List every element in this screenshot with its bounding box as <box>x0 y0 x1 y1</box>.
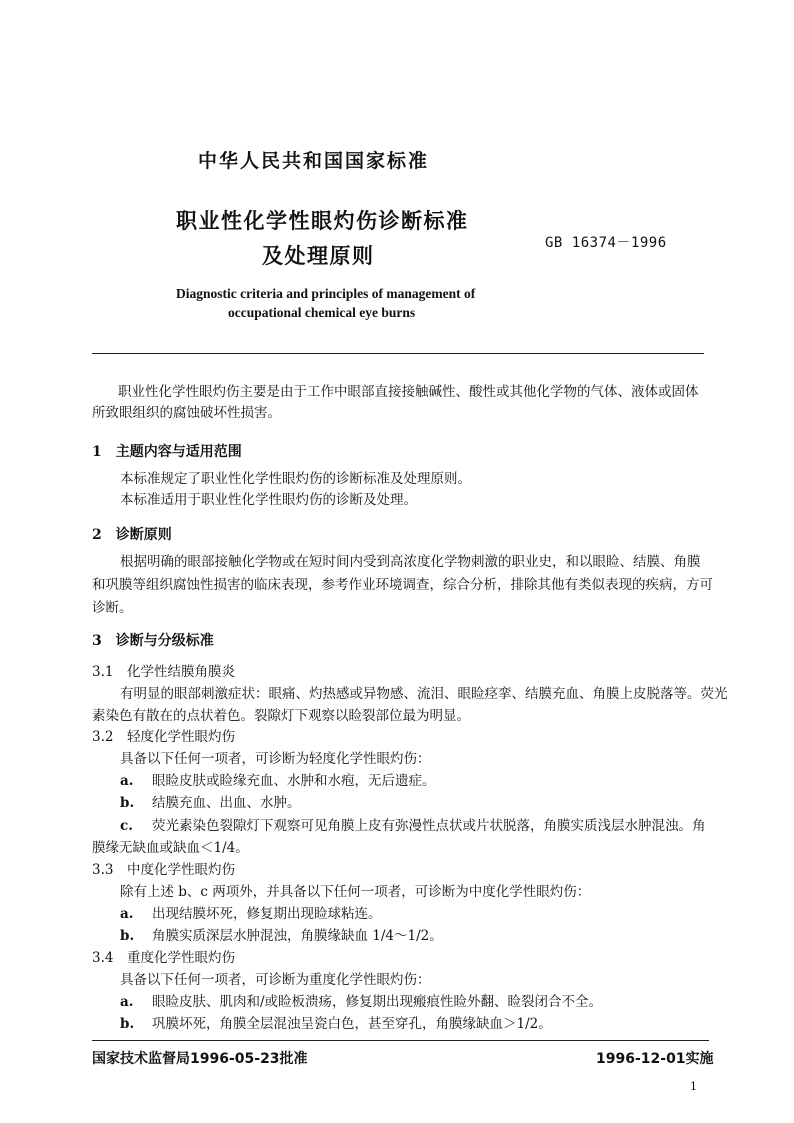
list-item-label: b. <box>120 1016 135 1032</box>
section-1-heading: 1 主题内容与适用范围 <box>92 444 242 460</box>
section-3-1-line1: 有明显的眼部刺激症状：眼痛、灼热感或异物感、流泪、眼睑痉挛、结膜充血、角膜上皮脱落等。荧光 <box>120 686 728 702</box>
national-standard-label: 中华人民共和国国家标准 <box>198 150 430 172</box>
document-title-line2: 及处理原则 <box>262 244 375 268</box>
list-item-text: 结膜充血、出血、水肿。 <box>152 795 301 811</box>
list-item-label: b. <box>120 795 135 811</box>
section-3-4-lead: 具备以下任何一项者，可诊断为重度化学性眼灼伤： <box>120 972 431 988</box>
list-item-text: 眼睑皮肤、肌肉和/或睑板溃疡，修复期出现瘢痕性睑外翻、睑裂闭合不全。 <box>152 994 603 1010</box>
section-3-heading: 3 诊断与分级标准 <box>92 633 214 649</box>
section-2-heading: 2 诊断原则 <box>92 527 172 543</box>
list-item-continuation: 膜缘无缺血或缺血＜1/4。 <box>92 840 249 856</box>
section-3-4-heading: 3.4 重度化学性眼灼伤 <box>92 950 235 966</box>
list-item-label: a. <box>120 906 134 922</box>
list-item-text: 眼睑皮肤或睑缘充血、水肿和水疱，无后遗症。 <box>152 773 436 789</box>
section-1-line2: 本标准适用于职业性化学性眼灼伤的诊断及处理。 <box>120 492 417 508</box>
intro-line1: 职业性化学性眼灼伤主要是由于工作中眼部直接接触碱性、酸性或其他化学物的气体、液体或固体 <box>118 384 699 400</box>
section-3-3-lead: 除有上述 b、c 两项外，并具备以下任何一项者，可诊断为中度化学性眼灼伤： <box>120 884 591 900</box>
section-1-line1: 本标准规定了职业性化学性眼灼伤的诊断标准及处理原则。 <box>120 471 471 487</box>
section-3-1-line2: 素染色有散在的点状着色。裂隙灯下观察以睑裂部位最为明显。 <box>92 708 470 724</box>
document-title-line1: 职业性化学性眼灼伤诊断标准 <box>176 209 469 233</box>
list-item-text: 角膜实质深层水肿混浊，角膜缘缺血 1/4～1/2。 <box>152 928 443 944</box>
list-item-text: 荧光素染色裂隙灯下观察可见角膜上皮有弥漫性点状或片状脱落，角膜实质浅层水肿混浊。角 <box>152 818 706 834</box>
english-title-line2: occupational chemical eye burns <box>228 305 416 320</box>
list-item-label: b. <box>120 928 135 944</box>
footer-divider <box>92 1040 709 1041</box>
english-title-line1: Diagnostic criteria and principles of management of <box>176 286 476 301</box>
section-2-line1: 根据明确的眼部接触化学物或在短时间内受到高浓度化学物刺激的职业史，和以眼睑、结膜、角膜 <box>120 554 701 570</box>
intro-line2: 所致眼组织的腐蚀破坏性损害。 <box>92 405 281 421</box>
section-2-line3: 诊断。 <box>92 600 133 616</box>
implementation-date: 1996-12-01实施 <box>596 1051 714 1067</box>
section-2-line2: 和巩膜等组织腐蚀性损害的临床表现，参考作业环境调查，综合分析，排除其他有类似表现的疾病，方可 <box>92 577 713 593</box>
section-3-2-heading: 3.2 轻度化学性眼灼伤 <box>92 729 235 745</box>
section-3-1-heading: 3.1 化学性结膜角膜炎 <box>92 664 235 680</box>
section-3-3-heading: 3.3 中度化学性眼灼伤 <box>92 862 235 878</box>
page-number: 1 <box>690 1080 697 1093</box>
list-item-label: a. <box>120 994 134 1010</box>
section-3-2-lead: 具备以下任何一项者，可诊断为轻度化学性眼灼伤： <box>120 751 431 767</box>
header-divider <box>92 353 704 354</box>
list-item-label: c. <box>120 818 133 834</box>
list-item-label: a. <box>120 773 134 789</box>
list-item-text: 巩膜坏死，角膜全层混浊呈瓷白色，甚至穿孔，角膜缘缺血＞1/2。 <box>152 1016 552 1032</box>
standard-number: GB 16374－1996 <box>545 235 667 251</box>
list-item-text: 出现结膜坏死，修复期出现睑球粘连。 <box>152 906 382 922</box>
approval-date: 国家技术监督局1996-05-23批准 <box>92 1051 308 1067</box>
